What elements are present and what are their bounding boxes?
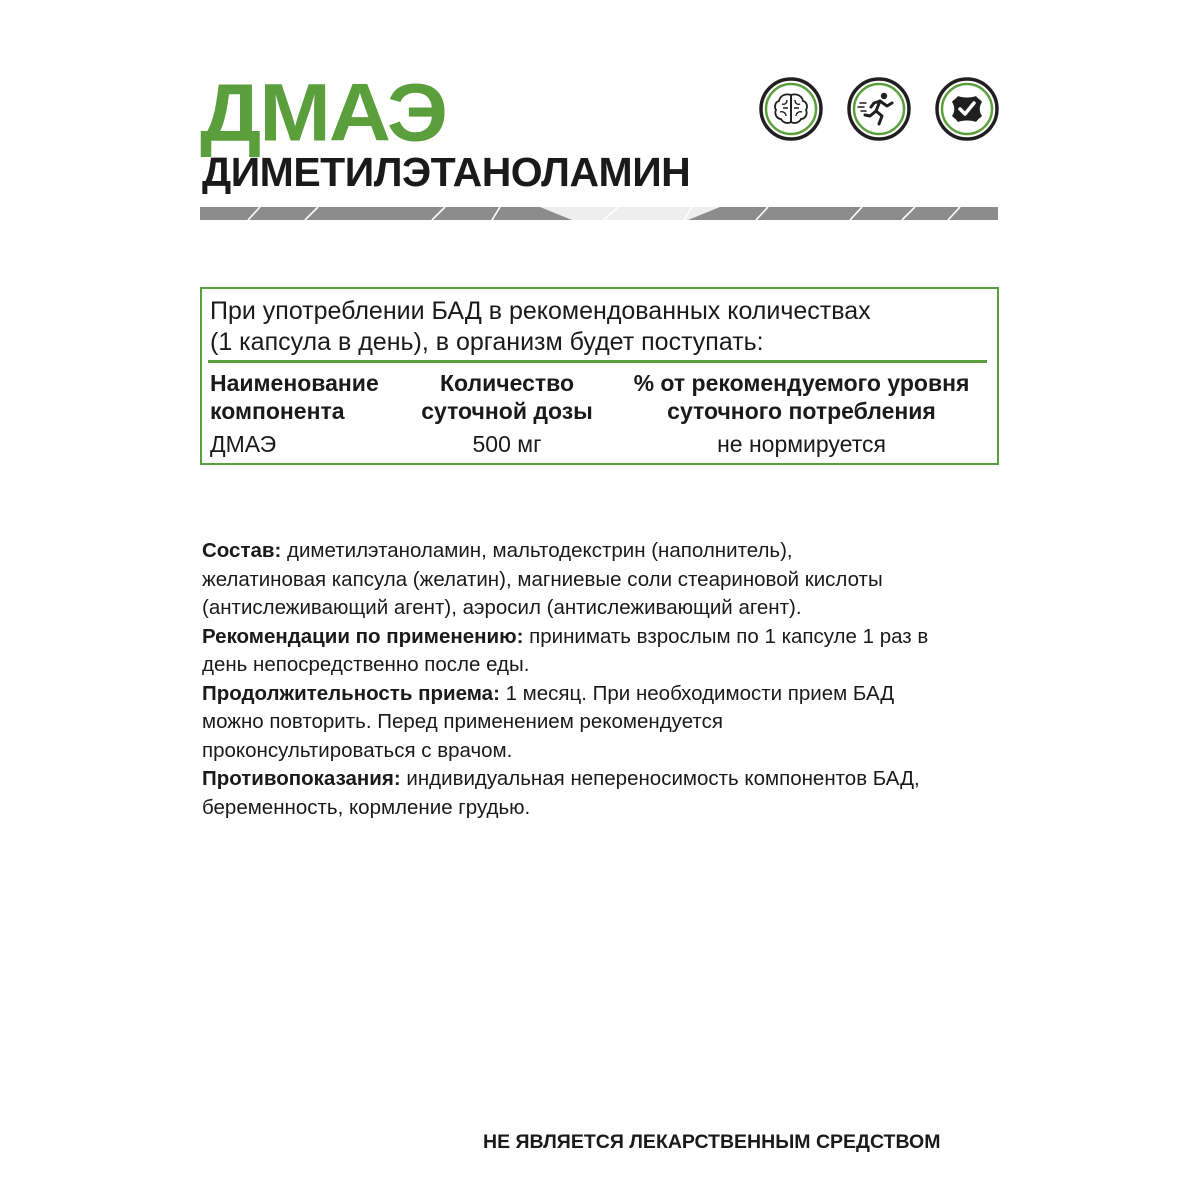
brain-icon bbox=[758, 76, 824, 142]
table-cell-component: ДМАЭ bbox=[210, 431, 277, 457]
runner-icon bbox=[846, 76, 912, 142]
intro-text: При употреблении БАД в рекомендованных количествах (1 капсула в день), в организм будет поступать: bbox=[210, 297, 871, 356]
product-title: ДМАЭ bbox=[200, 67, 447, 159]
column-header-percent: % от рекомендуемого уровня суточного потребления bbox=[633, 370, 970, 424]
duration-paragraph: Продолжительность приема: 1 месяц. При необходимости прием БАД можно повторить. Перед применением рекомендуется проконсультироваться с врачом. bbox=[202, 681, 895, 762]
leather-check-icon bbox=[934, 76, 1000, 142]
column-header-component: Наименование компонента bbox=[210, 370, 379, 424]
table-cell-percent: не нормируется bbox=[717, 431, 886, 457]
usage-label: Рекомендации по применению: bbox=[202, 624, 524, 648]
table-cell-dose: 500 мг bbox=[472, 431, 542, 457]
duration-label: Продолжительность приема: bbox=[202, 681, 500, 705]
contraindications-paragraph: Противопоказания: индивидуальная непереносимость компонентов БАД, беременность, кормление грудью. bbox=[202, 767, 920, 819]
contraindications-label: Противопоказания: bbox=[202, 767, 401, 790]
product-subtitle: ДИМЕТИЛЭТАНОЛАМИН bbox=[202, 149, 691, 195]
composition-label: Состав: bbox=[202, 539, 282, 562]
column-header-dose: Количество суточной дозы bbox=[421, 370, 593, 424]
product-details bbox=[202, 537, 1012, 822]
feature-icons bbox=[758, 76, 1000, 142]
header-divider bbox=[200, 207, 998, 220]
table-rule bbox=[208, 360, 987, 363]
composition-paragraph: Состав: диметилэтаноламин, мальтодекстрин (наполнитель), желатиновая капсула (желатин), магниевые соли стеариновой кислоты (антислеживающий агент), аэросил (антислеживающий агент). bbox=[202, 539, 883, 619]
nutrition-info-box bbox=[200, 287, 999, 465]
not-medicine-notice: НЕ ЯВЛЯЕТСЯ ЛЕКАРСТВЕННЫМ СРЕДСТВОМ bbox=[483, 1131, 941, 1153]
usage-paragraph: Рекомендации по применению: принимать взрослым по 1 капсуле 1 раз в день непосредственно после еды. bbox=[202, 624, 929, 676]
